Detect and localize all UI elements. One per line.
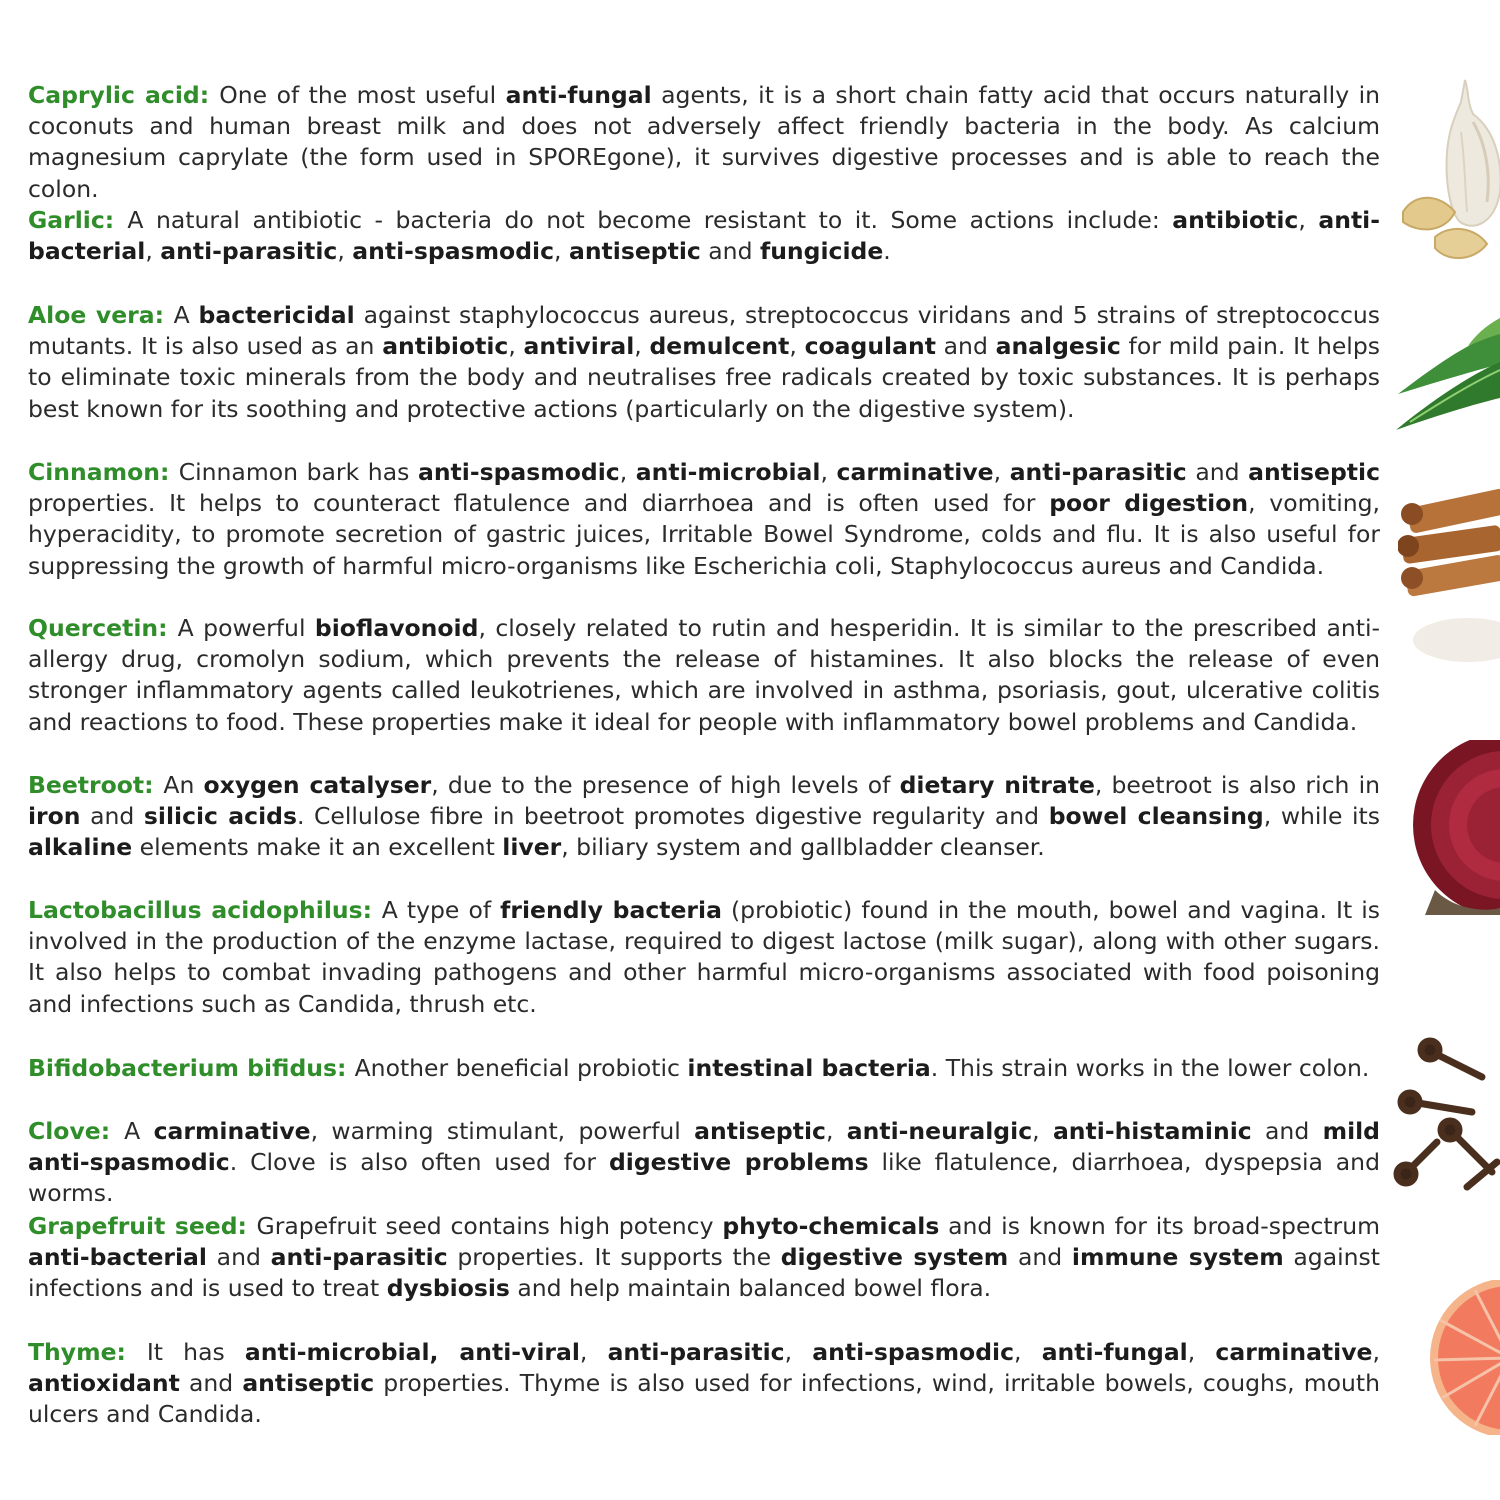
description-text: . This strain works in the lower colon.: [930, 1054, 1370, 1082]
ingredient-paragraph: [28, 1211, 1380, 1305]
bold-term: anti-microbial, anti-viral: [244, 1338, 580, 1366]
ingredient-paragraph: [28, 80, 1380, 205]
bold-term: immune system: [1071, 1243, 1284, 1272]
beetroot-image: [1405, 740, 1500, 915]
bold-term: digestive problems: [608, 1148, 869, 1177]
description-text: , while its: [1263, 802, 1381, 831]
bold-term: anti-bacterial: [28, 206, 1380, 266]
bold-term: bactericidal: [198, 301, 355, 329]
bold-term: fungicide: [759, 237, 884, 266]
bold-term: antiseptic: [1248, 458, 1380, 486]
cloves-image: [1392, 1022, 1500, 1202]
bold-term: carminative: [1215, 1338, 1373, 1366]
ingredient-paragraph: [28, 770, 1380, 864]
bold-term: bowel cleansing: [1048, 802, 1264, 831]
bold-term: demulcent: [649, 332, 790, 361]
description-text: agents, it is a short chain fatty acid that occurs naturally in coconuts and human breast milk and does not adversely affect friendly bacteria in the body. As calcium magnesium caprylate (the form used in SPOREgone), it survives digestive processes and is able to reach the colon.: [28, 81, 1380, 203]
bold-term: anti-spasmodic: [812, 1338, 1015, 1366]
bold-term: anti-parasitic: [160, 237, 338, 266]
description-text: An: [163, 771, 204, 799]
bold-term: coagulant: [804, 332, 936, 361]
grapefruit-image: [1420, 1280, 1500, 1435]
bold-term: anti-spasmodic: [417, 458, 620, 486]
description-text: (probiotic) found in the mouth, bowel and vagina. It is involved in the production of the enzyme lactase, required to digest lactose (milk sugar), along with other sugars. It also helps to combat invading pathogens and other harmful micro-organisms associated with food poisoning and infections such as Candida, thrush etc.: [28, 896, 1381, 1018]
ingredient-name: Aloe vera:: [28, 301, 174, 329]
description-text: ,: [508, 332, 524, 361]
ingredient-paragraph: [28, 1053, 1369, 1084]
description-text: ,: [825, 1117, 847, 1145]
description-text: ,: [789, 332, 805, 361]
description-text: , closely related to rutin and hesperidin. It is similar to the prescribed anti-allergy drug, cromolyn sodium, which prevents the release of histamines. It also blocks the release of even stronger inflammatory agents called leukotrienes, which are involved in asthma, psoriasis, gout, ulcerative colitis and reactions to food. These properties make it ideal for people with inflammatory bowel problems and Candida.: [28, 614, 1380, 736]
description-text: . Cellulose fibre in beetroot promotes digestive regularity and: [296, 802, 1049, 831]
ingredient-name: Lactobacillus acidophilus:: [28, 896, 382, 924]
description-text: properties. It helps to counteract flatulence and diarrhoea and is often used for: [28, 489, 1050, 518]
description-text: like flatulence, diarrhoea, dyspepsia and worms.: [28, 1148, 1380, 1208]
bold-term: friendly bacteria: [500, 896, 722, 924]
bold-term: dietary nitrate: [899, 771, 1095, 799]
description-text: ,: [1014, 1338, 1042, 1366]
description-text: Another beneficial probiotic: [354, 1054, 688, 1082]
bold-term: antioxidant: [28, 1369, 180, 1398]
bold-term: alkaline: [28, 833, 133, 862]
description-text: ,: [634, 332, 650, 361]
description-text: properties. Thyme is also used for infections, wind, irritable bowels, coughs, mouth ulcers and Candida.: [28, 1369, 1380, 1429]
ingredient-paragraph: [28, 613, 1380, 738]
description-text: ,: [1298, 206, 1319, 234]
bold-term: intestinal bacteria: [687, 1054, 931, 1082]
bold-term: anti-parasitic: [1009, 458, 1187, 486]
bold-term: anti-parasitic: [607, 1338, 785, 1366]
description-text: A natural antibiotic - bacteria do not become resistant to it. Some actions include:: [127, 206, 1173, 234]
description-text: and: [80, 802, 144, 831]
aloe-vera-image: [1390, 312, 1500, 437]
description-text: .: [883, 237, 891, 266]
description-text: , vomiting, hyperacidity, to promote secretion of gastric juices, Irritable Bowel Syndrome, colds and flu. It is also useful for suppressing the growth of harmful micro-organisms like Escherichia coli, Staphylococcus aureus and Candida.: [28, 489, 1381, 580]
bold-term: iron: [28, 802, 81, 831]
bold-term: oxygen catalyser: [203, 771, 432, 799]
ingredient-name: Caprylic acid:: [28, 81, 220, 109]
description-text: and is known for its broad-spectrum: [939, 1212, 1380, 1240]
bold-term: silicic acids: [143, 802, 297, 831]
bold-term: bioflavonoid: [314, 614, 479, 642]
ingredient-paragraph: [28, 205, 1380, 267]
description-text: and: [1251, 1117, 1323, 1145]
bold-term: antiseptic: [694, 1117, 826, 1145]
cinnamon-sticks-image: [1398, 480, 1500, 685]
bold-term: dysbiosis: [386, 1274, 510, 1303]
description-text: and: [206, 1243, 271, 1272]
description-text: ,: [619, 458, 636, 486]
bold-term: liver: [502, 833, 562, 862]
bold-term: antibiotic: [1172, 206, 1299, 234]
bold-term: anti-parasitic: [270, 1243, 448, 1272]
description-text: ,: [1187, 1338, 1216, 1366]
ingredient-name: Clove:: [28, 1117, 125, 1145]
bold-term: anti-histaminic: [1052, 1117, 1252, 1145]
description-text: ,: [784, 1338, 813, 1366]
description-text: A powerful: [177, 614, 315, 642]
bold-term: carminative: [836, 458, 994, 486]
ingredient-paragraph: [28, 300, 1380, 425]
description-text: elements make it an excellent: [132, 833, 503, 862]
ingredient-paragraph: [28, 457, 1380, 582]
bold-term: phyto-chemicals: [722, 1212, 940, 1240]
description-text: , biliary system and gallbladder cleanser.: [561, 833, 1045, 862]
bold-term: antiseptic: [568, 237, 701, 266]
ingredient-name: Garlic:: [28, 206, 128, 234]
description-text: ,: [337, 237, 353, 266]
description-text: Cinnamon bark has: [178, 458, 418, 486]
ingredient-paragraph: [28, 1116, 1380, 1210]
description-text: and help maintain balanced bowel flora.: [509, 1274, 992, 1303]
description-text: ,: [820, 458, 837, 486]
bold-term: antiseptic: [242, 1369, 375, 1398]
description-text: , warming stimulant, powerful: [310, 1117, 695, 1145]
ingredient-name: Beetroot:: [28, 771, 164, 799]
description-text: ,: [579, 1338, 608, 1366]
description-text: Grapefruit seed contains high potency: [256, 1212, 723, 1240]
description-text: and: [1186, 458, 1249, 486]
description-text: , beetroot is also rich in: [1094, 771, 1380, 799]
bold-term: carminative: [153, 1117, 311, 1145]
description-text: against infections and is used to treat: [28, 1243, 1381, 1303]
bold-term: anti-neuralgic: [846, 1117, 1033, 1145]
description-text: for mild pain. It helps to eliminate toxic minerals from the body and neutralises free radicals created by toxic substances. It is perhaps best known for its soothing and protective actions (particularly on the digestive system).: [28, 332, 1380, 423]
description-text: and: [935, 332, 996, 361]
bold-term: digestive system: [780, 1243, 1009, 1272]
description-text: It has: [146, 1338, 245, 1366]
description-text: against staphylococcus aureus, streptococcus viridans and 5 strains of streptococcus mutants. It is also used as an: [28, 301, 1381, 361]
description-text: ,: [554, 237, 569, 266]
description-text: ,: [1372, 1338, 1380, 1366]
bold-term: antiviral: [523, 332, 635, 361]
garlic-image: [1395, 72, 1500, 267]
bold-term: anti-microbial: [635, 458, 821, 486]
description-text: ,: [1032, 1117, 1053, 1145]
description-text: A: [173, 301, 199, 329]
bold-term: poor digestion: [1049, 489, 1249, 518]
description-text: and: [700, 237, 760, 266]
description-text: ,: [993, 458, 1010, 486]
ingredient-name: Grapefruit seed:: [28, 1212, 257, 1240]
description-text: and: [179, 1369, 243, 1398]
description-text: , due to the presence of high levels of: [431, 771, 900, 799]
bold-term: anti-fungal: [505, 81, 652, 109]
description-text: . Clove is also often used for: [229, 1148, 609, 1177]
ingredient-name: Cinnamon:: [28, 458, 179, 486]
description-text: properties. It supports the: [447, 1243, 781, 1272]
ingredient-name: Quercetin:: [28, 614, 178, 642]
description-text: A: [124, 1117, 154, 1145]
description-text: One of the most useful: [219, 81, 506, 109]
ingredient-paragraph: [28, 895, 1380, 1020]
description-text: and: [1008, 1243, 1072, 1272]
ingredient-name: Thyme:: [28, 1338, 147, 1366]
bold-term: anti-spasmodic: [352, 237, 555, 266]
bold-term: antibiotic: [382, 332, 509, 361]
bold-term: analgesic: [995, 332, 1121, 361]
ingredient-name: Bifidobacterium bifidus:: [28, 1054, 355, 1082]
bold-term: mild anti-spasmodic: [28, 1117, 1380, 1177]
description-text: A type of: [381, 896, 501, 924]
description-text: ,: [145, 237, 161, 266]
bold-term: anti-bacterial: [28, 1243, 207, 1272]
ingredient-paragraph: [28, 1337, 1380, 1431]
bold-term: anti-fungal: [1041, 1338, 1188, 1366]
